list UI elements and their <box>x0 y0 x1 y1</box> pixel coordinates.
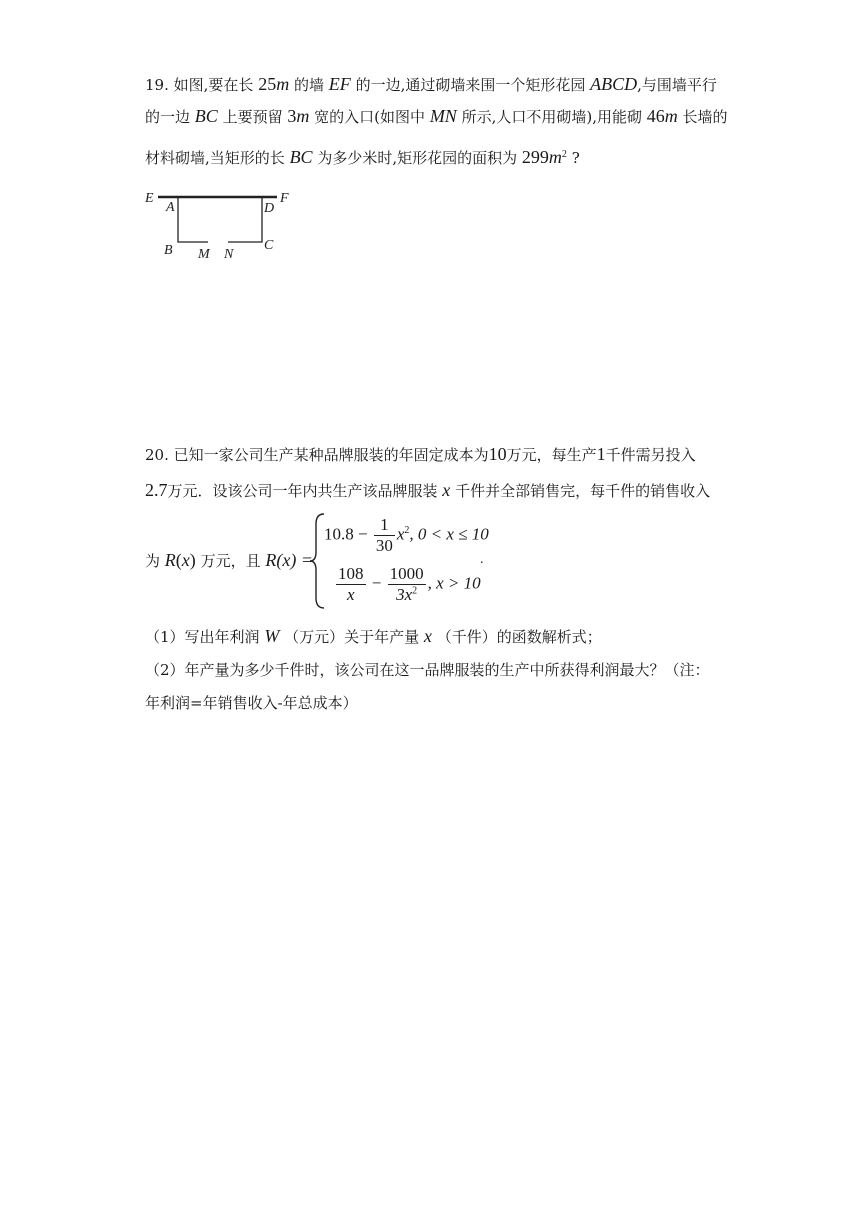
q19-unit: m <box>276 74 290 94</box>
q20-text: 已知一家公司生产某种品牌服装的年固定成本为 <box>173 446 489 464</box>
period <box>480 552 484 568</box>
q20-text: （千件）的函数解析式； <box>436 628 602 646</box>
q20-var-x: x <box>442 480 451 500</box>
q20-line-3: 为 R(x) 万元，且 R(x) = <box>145 550 313 570</box>
q19-text: ? <box>571 149 580 167</box>
q19-text: 如图,要在长 <box>173 76 254 94</box>
q20-text: 万元，每生产 <box>506 446 597 464</box>
q20-sub-1 <box>145 626 602 647</box>
q20-text: 万元．设该公司一年内共生产该品牌服装 <box>167 482 438 500</box>
q20-text: 千件并全部销售完，每千件的销售收入 <box>455 482 711 500</box>
wall-right <box>228 197 262 242</box>
q19-wall-label: EF <box>328 74 351 94</box>
q19-number: 19. <box>145 76 169 94</box>
q20-text: （2）年产量为多少千件时，该公司在这一品牌服装的生产中所获得利润最大？（注： <box>145 661 710 679</box>
q19-unit: m <box>548 147 562 167</box>
case1-fraction <box>374 515 395 556</box>
frac-den: 30 <box>375 536 393 555</box>
q19-material: 46 <box>646 106 665 126</box>
period-mark: . <box>480 552 484 567</box>
q20-var-x: x <box>423 626 432 646</box>
label-f: F <box>280 191 289 206</box>
case2-fraction-1 <box>336 564 366 605</box>
q19-mn-label: MN <box>429 106 457 126</box>
case1-const: 10.8 − <box>324 524 368 544</box>
q20-text: （万元）关于年产量 <box>284 628 420 646</box>
frac-num: 108 <box>338 564 364 583</box>
q20-text: 年利润=年销售收入-年总成本） <box>145 694 358 712</box>
q20-one: 1 <box>596 444 606 464</box>
q19-garden-label: ABCD <box>590 74 638 94</box>
case2-domain: , x > 10 <box>427 573 481 593</box>
q19-text: 长墙的 <box>682 108 728 126</box>
frac-den: x <box>336 584 366 605</box>
q19-line-1 <box>145 74 717 95</box>
label-c: C <box>264 238 274 253</box>
case1-var: x <box>396 524 405 544</box>
q19-line-3 <box>145 145 580 168</box>
frac-num: 1 <box>380 515 389 534</box>
case-2 <box>334 564 481 605</box>
q19-unit: m <box>664 106 678 126</box>
case2-fraction-2 <box>388 564 426 605</box>
q19-text: 上要预留 <box>222 108 283 126</box>
q20-invest: 2.7 <box>145 480 168 500</box>
garden-diagram <box>140 183 300 268</box>
q19-side-label: BC <box>194 106 218 126</box>
label-m: M <box>198 247 210 262</box>
label-a: A <box>166 200 175 215</box>
q20-text: （1）写出年利润 <box>145 628 260 646</box>
frac-den: 3x <box>396 585 413 604</box>
case1-exp: 2 <box>404 524 410 536</box>
q19-text: 宽的入口(如图中 <box>314 108 426 126</box>
label-b: B <box>164 243 173 258</box>
q19-text: 的墙 <box>293 76 324 94</box>
label-e: E <box>145 191 154 206</box>
q19-gap: 3 <box>287 106 297 126</box>
q19-line-2 <box>145 106 728 127</box>
q20-text: 千件需另投入 <box>605 446 696 464</box>
q20-sub-2b <box>145 693 358 713</box>
q19-text: 材料砌墙,当矩形的长 <box>145 149 285 167</box>
frac-exp: 2 <box>412 585 418 597</box>
q19-text: 为多少米时,矩形花园的面积为 <box>317 149 518 167</box>
case1-domain: , 0 < x ≤ 10 <box>409 524 489 544</box>
case-1 <box>324 515 489 556</box>
q20-fixed-cost: 10 <box>488 444 507 464</box>
label-n: N <box>224 247 234 262</box>
q20-text: 万元，且 <box>200 552 261 570</box>
q19-text: ,与围墙平行 <box>637 76 717 94</box>
q19-text: 的一边,通过砌墙来围一个矩形花园 <box>355 76 586 94</box>
q19-side-label: BC <box>289 147 313 167</box>
frac-num: 1000 <box>389 564 424 583</box>
q20-function-r: R <box>164 550 176 570</box>
q20-line-1 <box>145 444 696 465</box>
q19-exponent: 2 <box>561 149 567 160</box>
q19-unit: m <box>296 106 310 126</box>
q19-area: 299 <box>521 147 549 167</box>
q20-text: 为 <box>145 552 161 570</box>
q19-text: 的一边 <box>145 108 191 126</box>
q19-length: 25 <box>258 74 277 94</box>
minus-sign: − <box>371 573 382 593</box>
q20-line-2 <box>145 480 710 501</box>
q20-var-x: x <box>181 550 190 570</box>
label-d: D <box>264 201 275 216</box>
q20-r-definition: R(x) = <box>265 550 313 570</box>
q20-sub-2 <box>145 660 710 680</box>
q19-text: 所示,人口不用砌墙),用能砌 <box>461 108 642 126</box>
q20-var-w: W <box>264 626 280 646</box>
wall-left <box>178 197 208 242</box>
q20-number: 20. <box>145 446 169 464</box>
